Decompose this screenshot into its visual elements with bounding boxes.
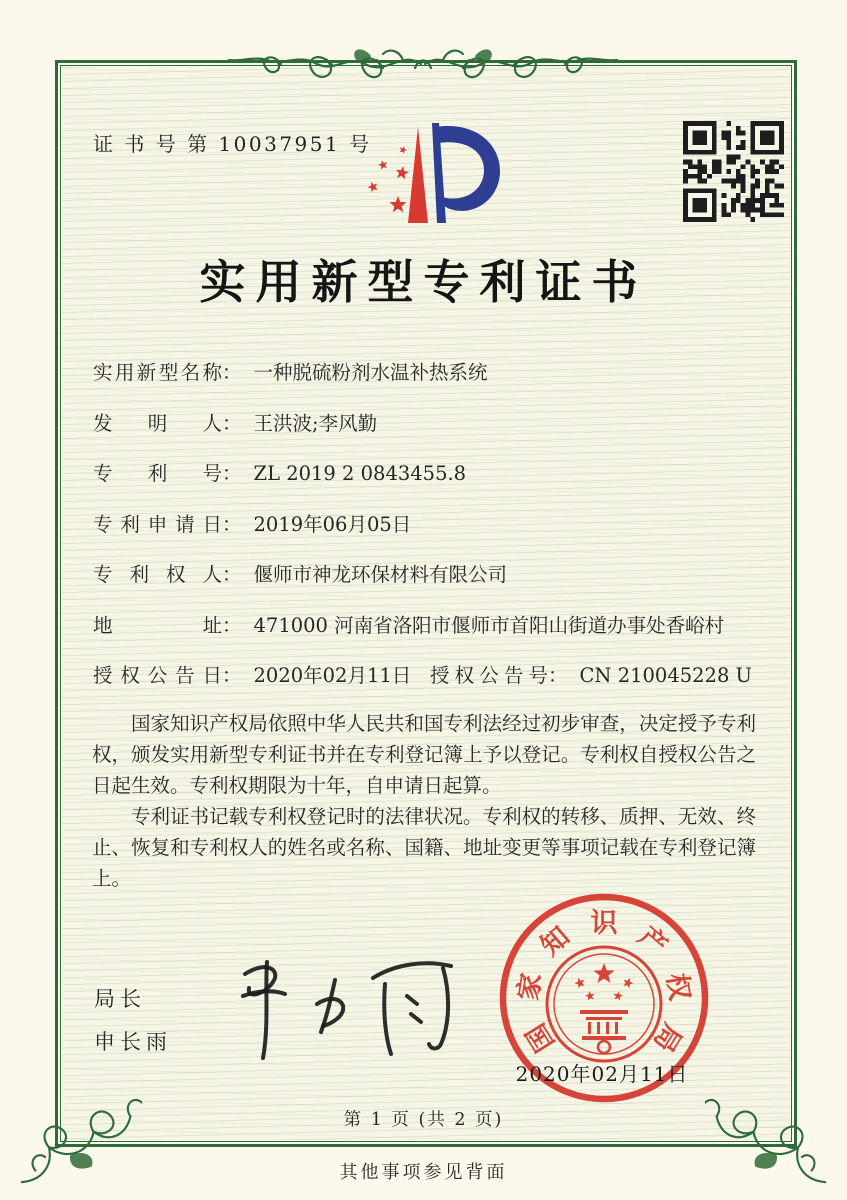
field-label: 地址 (93, 613, 222, 637)
cnipa-patent-logo-icon (352, 113, 512, 233)
grant-no-value: CN 210045228 U (579, 664, 752, 687)
director-handwritten-signature-icon (215, 948, 465, 1066)
field-row-address (93, 610, 773, 661)
field-value: 王洪波;李风勤 (253, 411, 378, 435)
page-number: 第 1 页 (共 2 页) (343, 1110, 504, 1130)
seal-arc-text (513, 908, 695, 1057)
field-colon: ： (222, 411, 242, 435)
field-label: 实用新型名称 (93, 361, 222, 384)
official-name: 申长雨 (94, 1030, 172, 1054)
field-row-name (93, 357, 773, 408)
svg-text:国: 国 (520, 1017, 562, 1058)
seal-date: 2020年02月11日 (515, 1062, 689, 1086)
field-colon: ： (222, 462, 242, 485)
field-colon: ： (222, 512, 242, 536)
grant-no-label: 授权公告号 (430, 664, 548, 687)
certificate-number: 证 书 号 第 10037951 号 (93, 132, 372, 156)
legal-text (92, 708, 756, 894)
legal-paragraph-2: 专利证书记载专利权登记时的法律状况。专利权的转移、质押、无效、终止、恢复和专利权人的姓名或名称、国籍、地址变更等事项记载在专利登记簿上。 (92, 805, 756, 890)
grant-date-value: 2020年02月11日 (253, 664, 412, 687)
field-colon: ： (548, 664, 568, 687)
field-value: 偃师市神龙环保材料有限公司 (253, 563, 508, 586)
field-value: 2019年06月05日 (253, 512, 412, 536)
field-row-patent-no (93, 458, 773, 509)
field-row-patentee (93, 559, 773, 610)
field-row-inventors (93, 408, 773, 459)
top-scroll-ornament-icon (213, 30, 633, 94)
field-label: 专利号 (93, 462, 222, 485)
field-value: 一种脱硫粉剂水温补热系统 (253, 361, 488, 384)
certificate-title: 实用新型专利证书 (199, 255, 648, 309)
field-value: ZL 2019 2 0843455.8 (253, 462, 467, 485)
svg-text:知: 知 (535, 920, 576, 963)
back-side-note: 其他事项参见背面 (339, 1162, 508, 1183)
field-colon: ： (222, 563, 242, 586)
field-row-grant (93, 660, 773, 711)
field-list (93, 357, 773, 711)
qr-code (683, 121, 784, 222)
field-row-filing-date (93, 509, 773, 560)
field-colon: ： (222, 613, 242, 637)
svg-text:识: 识 (590, 908, 618, 939)
national-emblem-icon (547, 947, 661, 1061)
field-label: 专利权人 (93, 563, 222, 586)
field-colon: ： (222, 664, 242, 687)
legal-paragraph-1: 国家知识产权局依照中华人民共和国专利法经过初步审查，决定授予专利权，颁发实用新型专利证书并在专利登记簿上予以登记。专利权自授权公告之日起生效。专利权期限为十年，自申请日起算。 (92, 712, 756, 797)
field-colon: ： (222, 361, 242, 384)
svg-text:局: 局 (646, 1017, 688, 1058)
svg-text:权: 权 (660, 971, 696, 1003)
field-value: 471000 河南省洛阳市偃师市首阳山街道办事处香峪村 (253, 613, 725, 637)
svg-text:产: 产 (632, 920, 673, 963)
official-title: 局长 (94, 987, 146, 1011)
grant-no-group (430, 660, 752, 688)
field-label: 发明人 (93, 411, 222, 435)
svg-text:家: 家 (512, 971, 548, 1003)
grant-date-label: 授权公告日 (93, 664, 222, 687)
field-label: 专利申请日 (93, 512, 222, 536)
